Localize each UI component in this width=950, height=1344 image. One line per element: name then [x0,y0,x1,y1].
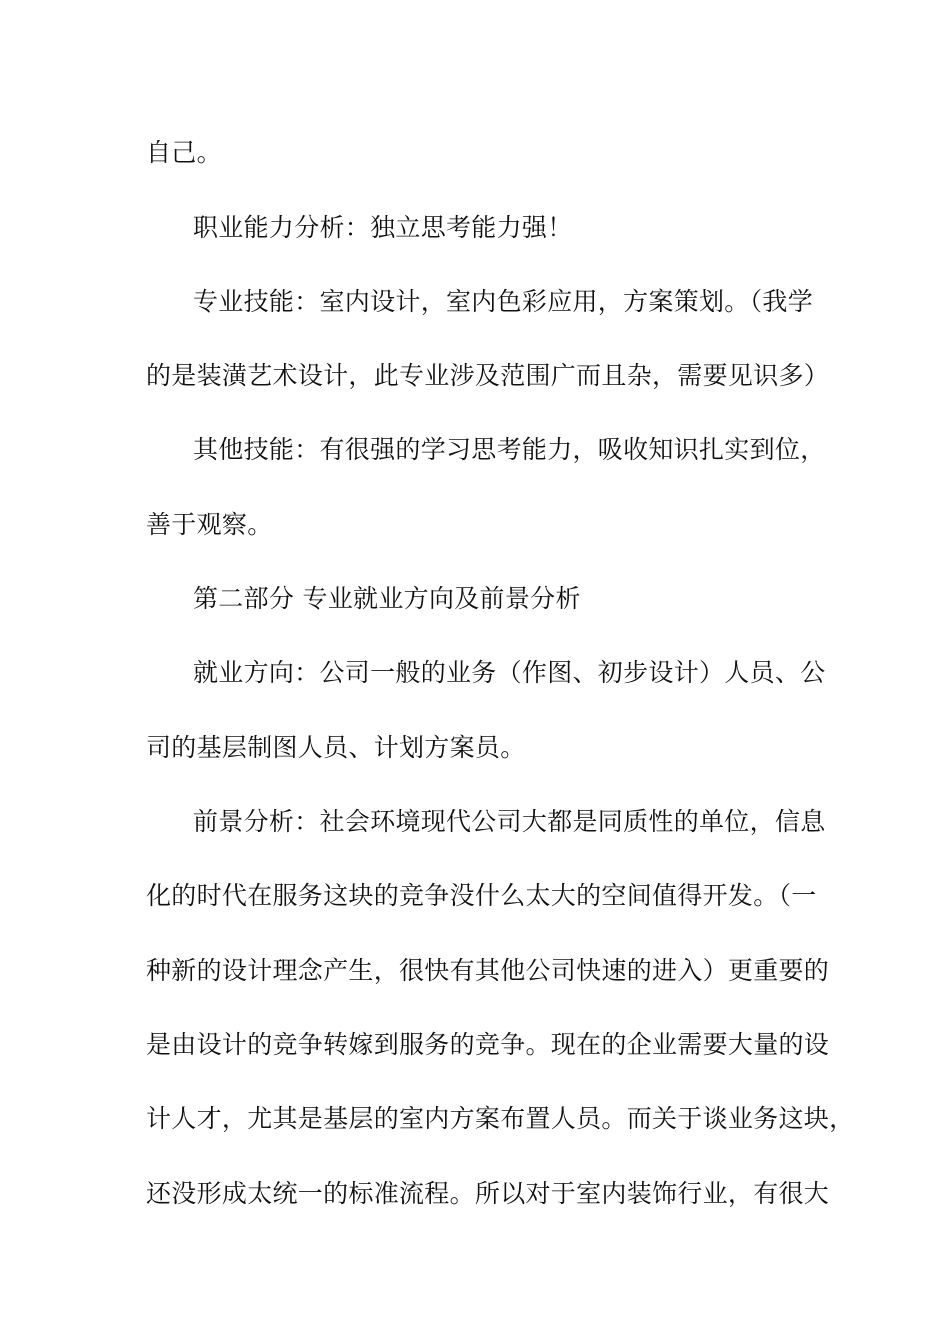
text-line: 还没形成太统一的标准流程。所以对于室内装饰行业，有很大 [146,1179,830,1208]
text-line: 司的基层制图人员、计划方案员。 [146,733,526,762]
text-line: 善于观察。 [146,510,273,539]
text-line: 专业技能：室内设计，室内色彩应用，方案策划。（我学 [193,287,814,316]
text-line: 的是装潢艺术设计，此专业涉及范围广而且杂，需要见识多） [146,361,830,390]
text-line: 是由设计的竞争转嫁到服务的竞争。现在的企业需要大量的设 [146,1030,830,1059]
text-line: 前景分析：社会环境现代公司大都是同质性的单位，信息 [193,807,826,836]
text-line: 化的时代在服务这块的竞争没什么太大的空间值得开发。（一 [146,881,817,910]
text-line: 种新的设计理念产生，很快有其他公司快速的进入）更重要的 [146,956,830,985]
section-heading: 第二部分 专业就业方向及前景分析 [193,584,581,613]
text-line: 计人才，尤其是基层的室内方案布置人员。而关于谈业务这块， [146,1104,855,1133]
text-line: 其他技能：有很强的学习思考能力，吸收知识扎实到位， [193,435,826,464]
text-line: 职业能力分析：独立思考能力强！ [193,213,573,242]
text-line: 自己。 [146,138,222,167]
text-line: 就业方向：公司一般的业务（作图、初步设计）人员、公 [193,658,826,687]
